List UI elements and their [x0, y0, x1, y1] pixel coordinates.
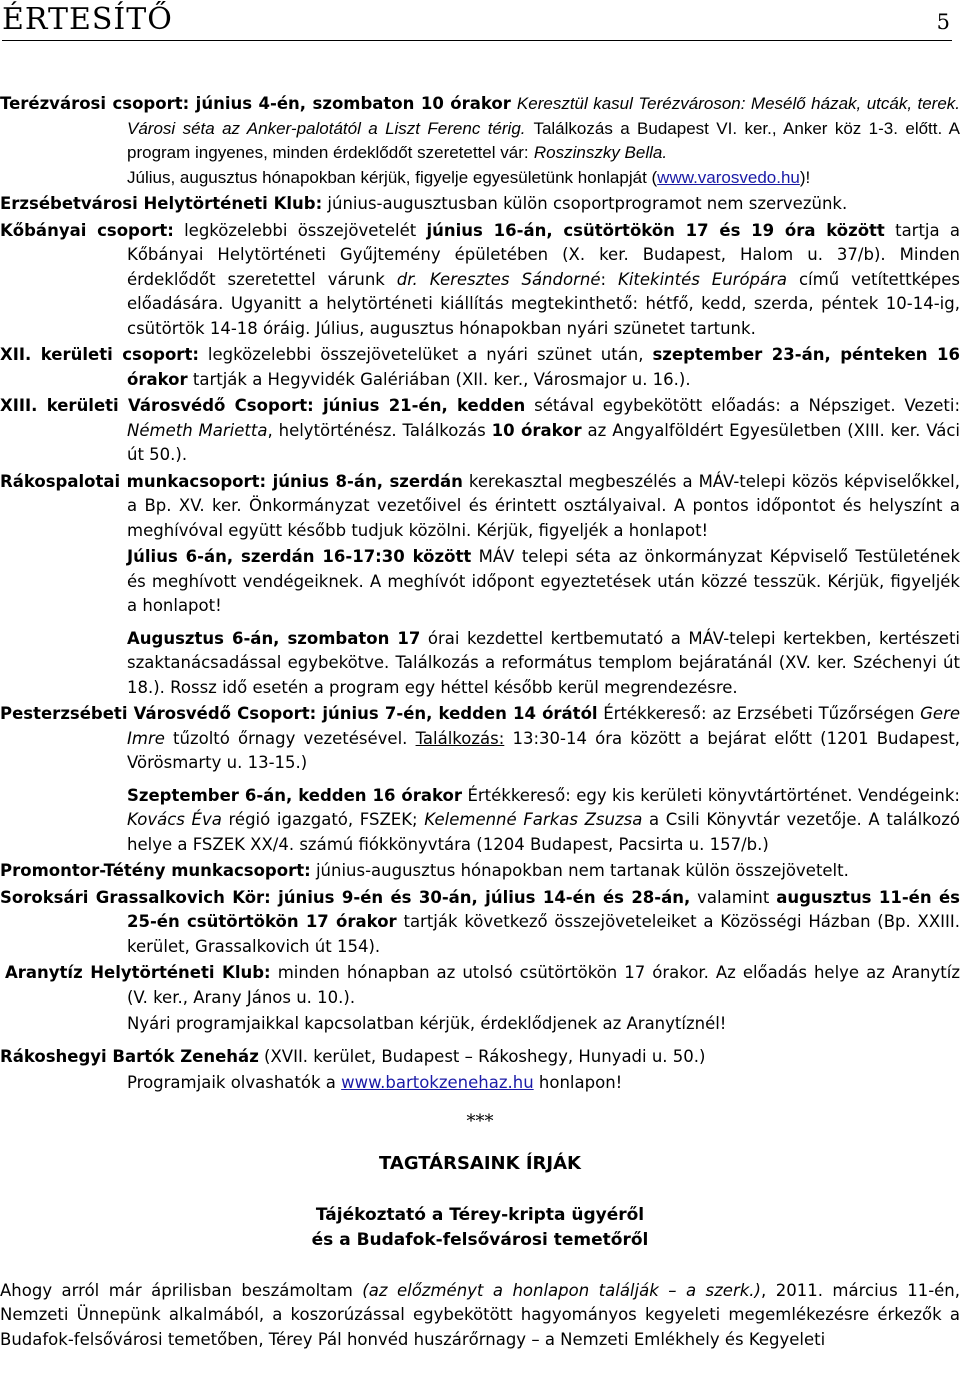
entry-pesterzsebet [0, 702, 960, 776]
guest-name: Kovács Éva [127, 810, 222, 829]
group-name: Pesterzsébeti Városvédő Csoport: június 7-én, kedden 14 órától [0, 704, 598, 723]
entry-aranytiz [0, 961, 960, 1010]
entry-text: legközelebbi összejövetelét [184, 220, 417, 240]
meeting-info: Találkozás a Budapest VI. ker., Anker köz 1-3. előtt. A program ingyenes, minden érdeklődőt szeretettel vár: [127, 118, 960, 162]
time: 10 órakor [491, 420, 582, 440]
entry-text: kerekasztal megbeszélés a MÁV-telepi közös képviselőkkel, a Bp. XV. ker. Önkormányzat vezetőivel és érintett osztályaival. A pontos időpontot és helyszínt a meghívóval együtt később tudjuk közölni. Kérjük, figyeljék a honlapot! [127, 471, 960, 540]
page-content [0, 92, 960, 1369]
entry-bartok [0, 1045, 960, 1070]
entry-text: tartják a Hegyvidék Galériában (XII. ker., Városmajor u. 16.). [192, 369, 691, 389]
host-name: Gere Imre [127, 704, 960, 748]
entry-text: régió igazgató, FSZEK; [228, 810, 418, 829]
page-header [2, 0, 952, 41]
date-time: Szeptember 6-án, kedden 16 órakor [127, 785, 462, 805]
article-body [0, 1279, 960, 1353]
newsletter-title: ÉRTESÍTŐ [2, 2, 173, 37]
entry-xii-kerulet [0, 343, 960, 392]
bartokzenehaz-link[interactable]: www.bartokzenehaz.hu [341, 1073, 534, 1092]
editor-note: (az előzményt a honlapon találják – a szerk.) [362, 1280, 761, 1300]
varosvedo-link[interactable]: www.varosvedo.hu [657, 167, 800, 187]
separator-stars: *** [466, 1110, 494, 1132]
entry-text: 13:30-14 óra között a bejárat előtt (1201 Budapest, Vörösmarty u. 13-15.) [127, 728, 960, 772]
date-time: Július 6-án, szerdán 16-17:30 között [127, 547, 472, 566]
group-name: Aranytíz Helytörténeti Klub: [5, 963, 271, 982]
entry-text: , helytörténész. Találkozás [267, 420, 486, 440]
entry-text: Nyári programjaikkal kapcsolatban kérjük, érdeklődjenek az Aranytíznél! [127, 1014, 727, 1033]
entry-text: minden hónapban az utolsó csütörtökön 17 órakor. Az előadás helye az Aranytíz (V. ker., Arany János u. 10.). [127, 963, 960, 1007]
guide-name: Németh Marietta [127, 420, 268, 440]
entry-text: órai kezdettel kertbemutató a MÁV-telepi kertekben, kertészeti szaktanácsadással egybekötve. Találkozás a református templom bejáratánál (XV. ker. Széchenyi út 18.). Rossz idő esetén a program egy héttel később kerül megrendezésre. [127, 628, 960, 697]
date-time: szeptember 23-án, pénteken 16 órakor [127, 345, 960, 389]
address: (XVII. kerület, Budapest – Rákoshegy, Hunyadi u. 50.) [264, 1046, 706, 1066]
entry-text: tűzoltó őrnagy vezetésével. [173, 728, 408, 748]
website-note-end: )! [799, 167, 811, 187]
entry-soroksar [0, 886, 960, 960]
entry-text: az Angyalföldért Egyesületben (XIII. ker. Váci út 50.). [127, 420, 960, 464]
group-name: XIII. kerületi Városvédő Csoport: június 21-én, kedden [0, 396, 526, 415]
lecture-title: Kitekintés Európára [618, 269, 788, 289]
entry-rakospalota-july [127, 545, 960, 619]
entry-text: a Csili Könyvtár vezetője. A találkozó helye a FSZEK XX/4. számú fiókkönyvtára (1204 Budapest, Pacsirta u. 157/b.) [127, 810, 960, 854]
entry-promontor [0, 859, 960, 884]
website-note: Július, augusztus hónapokban kérjük, figyelje egyesületünk honlapját ( [127, 167, 658, 187]
group-name: Promontor-Tétény munkacsoport: [0, 861, 311, 880]
section-title: TAGTÁRSAINK ÍRJÁK [379, 1153, 581, 1174]
group-name: Rákospalotai munkacsoport: június 8-án, szerdán [0, 471, 463, 491]
entry-kobanya [0, 219, 960, 342]
entry-text: MÁV telepi séta az önkormányzat Képviselő Testületének és meghívott vendégeiknek. A meghívót időpont egyeztetések után közzé tesszük. Kérjük, figyeljék a honlapot! [127, 547, 960, 615]
article-title-line2: és a Budafok-felsővárosi temetőről [311, 1229, 649, 1250]
punctuation: : [600, 269, 607, 289]
entry-erzsebetvaros [0, 192, 960, 217]
article-title [0, 1203, 960, 1253]
entry-text: tartják következő összejöveteleiket a Közösségi Házban (Bp. XXIII. kerület, Grassalkovich út 154). [127, 912, 960, 956]
page-number: 5 [936, 10, 950, 34]
group-name: Terézvárosi csoport: június 4-én, szombaton 10 órakor [0, 94, 511, 113]
group-name: Soroksári Grassalkovich Kör: június 9-én és 30-án, július 14-én és 28-án, [0, 887, 691, 907]
date-time: augusztus 11-én és 25-én csütörtökön 17 órakor [127, 887, 960, 931]
group-name: Kőbányai csoport: [0, 220, 174, 240]
program-title: Keresztül kasul Terézvároson: Mesélő házak, utcák, terek. Városi séta az Anker-palotától a Liszt Ferenc térig. [127, 94, 960, 138]
entry-text: legközelebbi összejövetelüket a nyári szünet után, [207, 345, 644, 364]
entry-text: című vetítettképes előadására. Ugyanitt a helytörténeti kiállítás megtekinthető: hétfő, kedd, szerda, péntek 10-14-ig, csütörtök 14-18 óráig. Július, augusztus hónapokban nyári szünetet tartunk. [127, 269, 960, 338]
entry-text: sétával egybekötött előadás: a Népsziget. Vezeti: [534, 396, 960, 415]
entry-aranytiz-note [127, 1012, 960, 1037]
entry-text: Értékkereső: az Erzsébeti Tűzőrségen [603, 704, 915, 723]
entry-text: június-augusztusban külön csoportprogramot nem szervezünk. [327, 194, 848, 213]
date-time: június 16-án, csütörtökön 17 és 19 óra között [426, 220, 885, 240]
entry-text: tartja a Kőbányai Helytörténeti Gyűjtemény épületében (X. ker. Budapest, Halom u. 37/b). Minden érdeklődőt szeretettel várunk [127, 220, 960, 289]
group-name: XII. kerületi csoport: [0, 345, 199, 364]
entry-pesterzsebet-september [127, 784, 960, 858]
organizer-name: Roszinszky Bella. [533, 143, 668, 162]
entry-text: június-augusztus hónapokban nem tartanak külön összejövetelt. [315, 861, 849, 880]
guest-name: Kelemenné Farkas Zsuzsa [424, 810, 643, 829]
entry-text: Programjaik olvashatók a [127, 1073, 336, 1092]
group-name: Rákoshegyi Bartók Zeneház [0, 1046, 259, 1066]
entry-text: honlapon! [538, 1073, 623, 1092]
group-name: Erzsébetvárosi Helytörténeti Klub: [0, 194, 323, 213]
entry-rakospalota-august [127, 627, 960, 701]
entry-xiii-kerulet [0, 394, 960, 468]
entry-bartok-web [127, 1071, 960, 1096]
article-text: Ahogy arról már áprilisban beszámoltam [0, 1280, 353, 1300]
meeting-label: Találkozás: [415, 728, 505, 748]
date-time: Augusztus 6-án, szombaton 17 [127, 628, 421, 648]
entry-terezvaros [0, 92, 960, 190]
article-title-line1: Tájékoztató a Térey-kripta ügyéről [315, 1204, 645, 1225]
article-text: , 2011. március 11-én, Nemzeti Ünnepünk alkalmából, a koszorúzással egybekötött hagyományos kegyeleti megemlékezésre érkezők a Budafok-felsővárosi temetőben, Térey Pál honvéd huszárőrnagy – a Nemzeti Emlékhely és Kegyeleti [0, 1280, 960, 1349]
entry-rakospalota [0, 470, 960, 544]
entry-text: valamint [697, 887, 770, 907]
speaker-name: dr. Keresztes Sándorné [396, 269, 601, 289]
entry-text: Értékkereső: egy kis kerületi könyvtártörténet. Vendégeink: [467, 785, 960, 805]
